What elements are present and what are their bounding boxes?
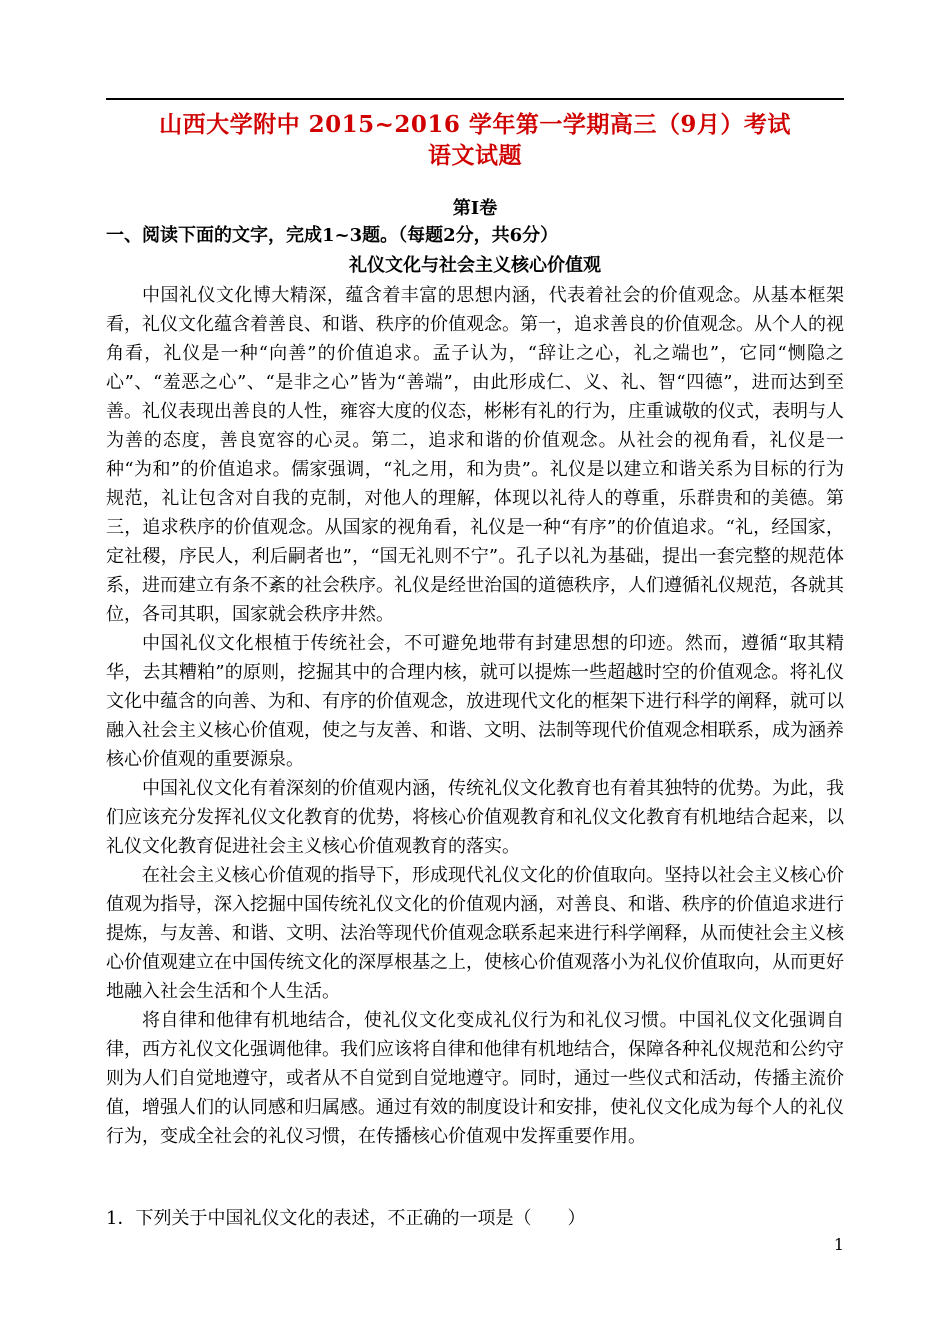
article-paragraph: 中国礼仪文化有着深刻的价值观内涵，传统礼仪文化教育也有着其独特的优势。为此，我们应该充分发挥礼仪文化教育的优势，将核心价值观教育和礼仪文化教育有机地结合起来，以礼仪文化教育促进社会主义核心价值观教育的落实。 bbox=[106, 778, 844, 857]
article-paragraph: 中国礼仪文化根植于传统社会，不可避免地带有封建思想的印迹。然而，遵循“取其精华，去其糟粕”的原则，挖掘其中的合理内核，就可以提炼一些超越时空的价值观念。将礼仪文化中蕴含的向善、为和、有序的价值观念，放进现代文化的框架下进行科学的阐释，就可以融入社会主义核心价值观，使之与友善、和谐、文明、法制等现代价值观念相联系，成为涵养核心价值观的重要源泉。 bbox=[106, 633, 844, 770]
header-rule bbox=[106, 98, 844, 100]
article-body bbox=[106, 281, 844, 1151]
article-title: 礼仪文化与社会主义核心价值观 bbox=[349, 255, 601, 276]
article-paragraph: 在社会主义核心价值观的指导下，形成现代礼仪文化的价值取向。坚持以社会主义核心价值观为指导，深入挖掘中国传统礼仪文化的价值观内涵，对善良、和谐、秩序的价值追求进行提炼，与友善、和谐、文明、法治等现代价值观念联系起来进行科学阐释，从而使社会主义核心价值观建立在中国传统文化的深厚根基之上，使核心价值观落小为礼仪价值取向，从而更好地融入社会生活和个人生活。 bbox=[106, 865, 844, 1002]
article-paragraph: 中国礼仪文化博大精深，蕴含着丰富的思想内涵，代表着社会的价值观念。从基本框架看，礼仪文化蕴含着善良、和谐、秩序的价值观念。第一，追求善良的价值观念。从个人的视角看，礼仪是一种“向善”的价值追求。孟子认为，“辞让之心，礼之端也”，它同“恻隐之心”、“羞恶之心”、“是非之心”皆为“善端”，由此形成仁、义、礼、智“四德”，进而达到至善。礼仪表现出善良的人性，雍容大度的仪态，彬彬有礼的行为，庄重诚敬的仪式，表明与人为善的态度，善良宽容的心灵。第二，追求和谐的价值观念。从社会的视角看，礼仪是一种“为和”的价值追求。儒家强调，“礼之用，和为贵”。礼仪是以建立和谐关系为目标的行为规范，礼让包含对自我的克制，对他人的理解，体现以礼待人的尊重，乐群贵和的美德。第三，追求秩序的价值观念。从国家的视角看，礼仪是一种“有序”的价值追求。“礼，经国家，定社稷，序民人，利后嗣者也”，“国无礼则不宁”。孔子以礼为基础，提出一套完整的规范体系，进而建立有条不紊的社会秩序。礼仪是经世治国的道德秩序，人们遵循礼仪规范，各就其位，各司其职，国家就会秩序井然。 bbox=[106, 285, 844, 625]
exam-title: 山西大学附中 2015~2016 学年第一学期高三（9月）考试 bbox=[159, 111, 791, 138]
question-1: 1．下列关于中国礼仪文化的表述，不正确的一项是（ ） bbox=[106, 1208, 586, 1229]
section-heading: 一、阅读下面的文字，完成1~3题。（每题2分，共6分） bbox=[106, 225, 559, 246]
exam-subject: 语文试题 bbox=[428, 142, 522, 169]
volume-label: 第Ⅰ卷 bbox=[452, 198, 498, 219]
page-number: 1 bbox=[833, 1235, 844, 1254]
article-paragraph: 将自律和他律有机地结合，使礼仪文化变成礼仪行为和礼仪习惯。中国礼仪文化强调自律，西方礼仪文化强调他律。我们应该将自律和他律有机地结合，保障各种礼仪规范和公约守则为人们自觉地遵守，或者从不自觉到自觉地遵守。同时，通过一些仪式和活动，传播主流价值，增强人们的认同感和归属感。通过有效的制度设计和安排，使礼仪文化成为每个人的礼仪行为，变成全社会的礼仪习惯，在传播核心价值观中发挥重要作用。 bbox=[106, 1010, 844, 1147]
